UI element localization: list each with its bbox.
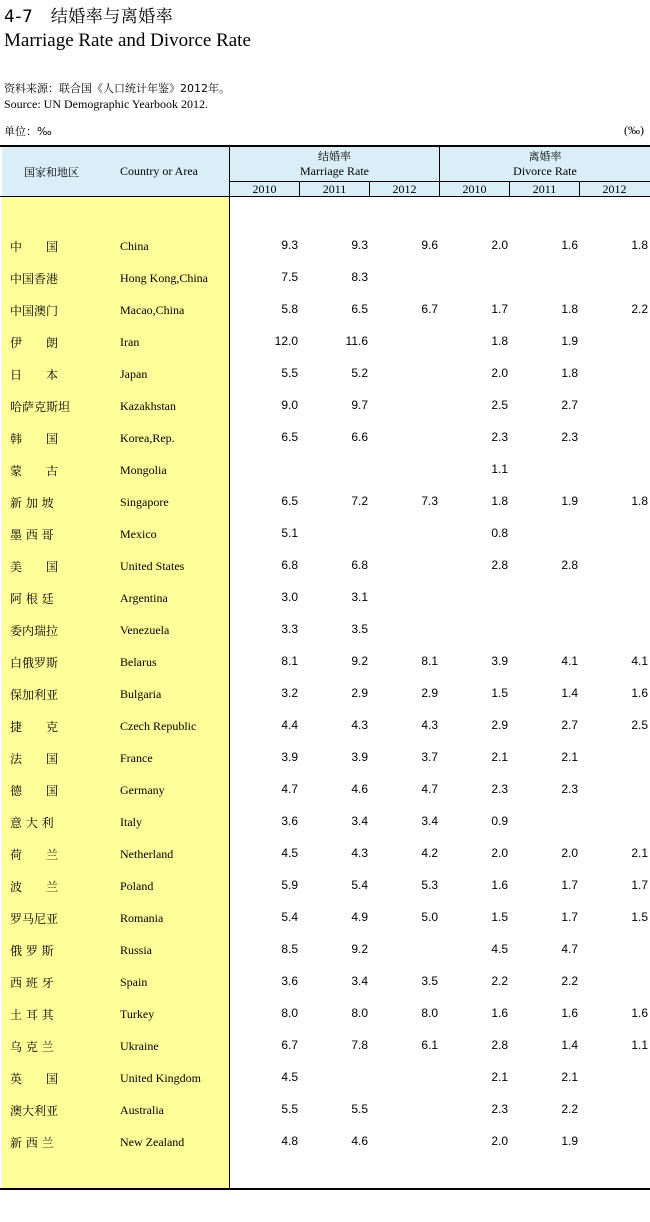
marriage-rate-2011: 2.9 <box>351 686 368 700</box>
country-name-cn: 意 大 利 <box>10 816 54 830</box>
divorce-rate-2011: 2.7 <box>561 718 578 732</box>
table-row <box>0 1006 650 1038</box>
marriage-rate-2011: 6.5 <box>351 302 368 316</box>
divorce-rate-2011: 2.3 <box>561 782 578 796</box>
country-name-en: Australia <box>120 1103 164 1117</box>
country-name-en: Bulgaria <box>120 687 162 701</box>
country-name-en: Turkey <box>120 1007 155 1021</box>
table-row <box>0 1134 650 1166</box>
divorce-rate-2010: 2.1 <box>491 750 508 764</box>
country-name-cn: 捷 克 <box>10 720 59 734</box>
country-name-en: Czech Republic <box>120 719 197 733</box>
country-name-en: United Kingdom <box>120 1071 201 1085</box>
marriage-rate-2012: 8.1 <box>421 654 438 668</box>
divorce-rate-2011: 1.4 <box>561 686 578 700</box>
country-name-en: Argentina <box>120 591 168 605</box>
marriage-rate-2010: 8.1 <box>281 654 298 668</box>
divorce-rate-2010: 2.9 <box>491 718 508 732</box>
divorce-rate-2011: 4.1 <box>561 654 578 668</box>
table-row <box>0 654 650 686</box>
divorce-rate-2010: 4.5 <box>491 942 508 956</box>
marriage-header-en: Marriage Rate <box>300 164 369 178</box>
marriage-rate-2011: 4.3 <box>351 718 368 732</box>
country-name-en: Mexico <box>120 527 157 541</box>
marriage-rate-2012: 2.9 <box>421 686 438 700</box>
table-row <box>0 1038 650 1070</box>
country-name-cn: 日 本 <box>10 368 59 382</box>
marriage-rate-2011: 4.6 <box>351 782 368 796</box>
table-row <box>0 814 650 846</box>
divorce-header-en: Divorce Rate <box>513 164 577 178</box>
marriage-rate-2011: 11.6 <box>345 334 368 348</box>
year-2010-divorce: 2010 <box>462 182 487 196</box>
divorce-rate-2011: 1.7 <box>561 878 578 892</box>
marriage-rate-2011: 4.3 <box>351 846 368 860</box>
year-2012-marriage: 2012 <box>392 182 417 196</box>
marriage-rate-2011: 9.2 <box>351 654 368 668</box>
divorce-rate-2010: 2.8 <box>491 558 508 572</box>
divorce-rate-2010: 2.0 <box>491 1134 508 1148</box>
country-name-cn: 阿 根 廷 <box>10 592 54 606</box>
country-name-cn: 俄 罗 斯 <box>10 944 54 958</box>
country-name-en: Romania <box>120 911 164 925</box>
divorce-rate-2011: 1.8 <box>561 366 578 380</box>
marriage-rate-2012: 9.6 <box>421 238 438 252</box>
table-row <box>0 526 650 558</box>
country-name-cn: 法 国 <box>10 752 59 766</box>
country-name-cn: 韩 国 <box>10 432 59 446</box>
marriage-rate-2010: 8.5 <box>281 942 298 956</box>
data-table <box>0 145 650 1190</box>
country-name-en: France <box>120 751 153 765</box>
divorce-rate-2011: 1.9 <box>561 1134 578 1148</box>
marriage-rate-2010: 5.9 <box>281 878 298 892</box>
country-name-en: Korea,Rep. <box>120 431 175 445</box>
source-en: Source: UN Demographic Yearbook 2012. <box>4 97 208 111</box>
table-row <box>0 1102 650 1134</box>
unit-symbol: (‰) <box>624 123 644 137</box>
divorce-rate-2011: 1.6 <box>561 238 578 252</box>
marriage-rate-2011: 3.4 <box>351 974 368 988</box>
marriage-rate-2010: 6.5 <box>281 430 298 444</box>
marriage-rate-2012: 3.5 <box>421 974 438 988</box>
marriage-rate-2011: 3.9 <box>351 750 368 764</box>
country-name-en: Ukraine <box>120 1039 159 1053</box>
country-name-en: United States <box>120 559 185 573</box>
divorce-rate-2012: 1.6 <box>631 686 648 700</box>
marriage-rate-2012: 3.7 <box>421 750 438 764</box>
divorce-rate-2010: 1.1 <box>491 462 508 476</box>
country-name-en: Germany <box>120 783 165 797</box>
marriage-rate-2011: 7.2 <box>351 494 368 508</box>
country-name-en: Hong Kong,China <box>120 271 208 285</box>
table-row <box>0 590 650 622</box>
divorce-rate-2011: 1.9 <box>561 494 578 508</box>
marriage-rate-2011: 9.7 <box>351 398 368 412</box>
marriage-rate-2010: 12.0 <box>274 334 298 348</box>
divorce-rate-2012: 1.1 <box>631 1038 648 1052</box>
marriage-rate-2011: 5.2 <box>351 366 368 380</box>
country-name-cn: 德 国 <box>10 784 59 798</box>
country-name-cn: 墨 西 哥 <box>10 528 54 542</box>
year-2011-marriage: 2011 <box>322 182 347 196</box>
table-row <box>0 398 650 430</box>
divorce-rate-2011: 2.2 <box>561 1102 578 1116</box>
marriage-rate-2011: 5.4 <box>351 878 368 892</box>
divorce-rate-2012: 1.7 <box>631 878 648 892</box>
table-row <box>0 718 650 750</box>
table-row <box>0 750 650 782</box>
marriage-rate-2010: 7.5 <box>281 270 298 284</box>
marriage-header-cn: 结婚率 <box>318 150 351 163</box>
table-row <box>0 238 650 270</box>
divorce-rate-2011: 1.4 <box>561 1038 578 1052</box>
divorce-rate-2012: 2.1 <box>631 846 648 860</box>
country-name-en: Belarus <box>120 655 157 669</box>
divorce-rate-2012: 1.8 <box>631 494 648 508</box>
divorce-rate-2011: 2.7 <box>561 398 578 412</box>
table-row <box>0 334 650 366</box>
country-name-cn: 中 国 <box>10 240 59 254</box>
divorce-rate-2010: 2.2 <box>491 974 508 988</box>
table-top-rule <box>0 145 650 147</box>
marriage-rate-2011: 4.6 <box>351 1134 368 1148</box>
marriage-rate-2011: 6.6 <box>351 430 368 444</box>
unit-label: 单位：‰ <box>4 125 52 138</box>
divorce-rate-2010: 1.7 <box>491 302 508 316</box>
marriage-rate-2010: 3.2 <box>281 686 298 700</box>
marriage-rate-2012: 5.3 <box>421 878 438 892</box>
divorce-rate-2010: 1.5 <box>491 910 508 924</box>
country-name-en: Italy <box>120 815 142 829</box>
divorce-rate-2010: 1.6 <box>491 878 508 892</box>
table-row <box>0 1070 650 1102</box>
marriage-rate-2010: 3.0 <box>281 590 298 604</box>
country-name-cn: 保加利亚 <box>10 688 59 702</box>
marriage-rate-2011: 8.3 <box>351 270 368 284</box>
marriage-rate-2010: 6.7 <box>281 1038 298 1052</box>
divorce-rate-2011: 1.6 <box>561 1006 578 1020</box>
divorce-rate-2011: 1.9 <box>561 334 578 348</box>
divorce-rate-2010: 2.1 <box>491 1070 508 1084</box>
marriage-rate-2012: 6.7 <box>421 302 438 316</box>
marriage-rate-2010: 3.9 <box>281 750 298 764</box>
country-name-cn: 西 班 牙 <box>10 976 54 990</box>
country-name-en: Iran <box>120 335 140 349</box>
divorce-rate-2012: 1.6 <box>631 1006 648 1020</box>
divorce-rate-2010: 2.3 <box>491 782 508 796</box>
marriage-rate-2010: 6.5 <box>281 494 298 508</box>
country-name-en: Spain <box>120 975 148 989</box>
marriage-rate-2010: 4.8 <box>281 1134 298 1148</box>
table-title-en: Marriage Rate and Divorce Rate <box>4 30 251 51</box>
divorce-rate-2010: 2.8 <box>491 1038 508 1052</box>
country-name-cn: 土 耳 其 <box>10 1008 54 1022</box>
marriage-rate-2012: 4.2 <box>421 846 438 860</box>
country-name-cn: 白俄罗斯 <box>10 656 59 670</box>
marriage-rate-2010: 3.6 <box>281 814 298 828</box>
country-name-cn: 伊 朗 <box>10 336 59 350</box>
marriage-rate-2012: 7.3 <box>421 494 438 508</box>
divorce-rate-2010: 1.6 <box>491 1006 508 1020</box>
country-name-en: Macao,China <box>120 303 185 317</box>
marriage-rate-2011: 5.5 <box>351 1102 368 1116</box>
marriage-rate-2012: 5.0 <box>421 910 438 924</box>
country-name-cn: 波 兰 <box>10 880 59 894</box>
marriage-rate-2011: 9.3 <box>351 238 368 252</box>
divorce-rate-2012: 1.8 <box>631 238 648 252</box>
table-row <box>0 494 650 526</box>
divorce-rate-2011: 1.7 <box>561 910 578 924</box>
divorce-rate-2010: 2.0 <box>491 846 508 860</box>
table-row <box>0 846 650 878</box>
divorce-rate-2010: 3.9 <box>491 654 508 668</box>
divorce-rate-2010: 2.0 <box>491 366 508 380</box>
country-name-en: New Zealand <box>120 1135 185 1149</box>
marriage-rate-2010: 4.5 <box>281 1070 298 1084</box>
divorce-rate-2010: 1.5 <box>491 686 508 700</box>
marriage-rate-2011: 6.8 <box>351 558 368 572</box>
country-name-en: Japan <box>120 367 148 381</box>
table-row <box>0 910 650 942</box>
divorce-rate-2011: 2.1 <box>561 750 578 764</box>
col-country-en: Country or Area <box>120 164 198 178</box>
country-name-cn: 澳大利亚 <box>10 1104 59 1118</box>
country-name-cn: 委内瑞拉 <box>10 624 59 638</box>
marriage-rate-2010: 5.1 <box>281 526 298 540</box>
divorce-rate-2011: 2.0 <box>561 846 578 860</box>
table-title-cn: 4-7 结婚率与离婚率 <box>4 7 174 27</box>
divorce-rate-2010: 0.9 <box>491 814 508 828</box>
country-name-cn: 乌 克 兰 <box>10 1040 54 1054</box>
divorce-rate-2012: 2.2 <box>631 302 648 316</box>
divorce-rate-2010: 1.8 <box>491 494 508 508</box>
country-name-en: Venezuela <box>120 623 170 637</box>
table-row <box>0 686 650 718</box>
marriage-rate-2010: 5.4 <box>281 910 298 924</box>
divorce-rate-2010: 2.0 <box>491 238 508 252</box>
country-name-cn: 中国香港 <box>10 272 59 286</box>
country-name-en: China <box>120 239 149 253</box>
marriage-rate-2010: 9.0 <box>281 398 298 412</box>
marriage-rate-2010: 4.5 <box>281 846 298 860</box>
divorce-header-cn: 离婚率 <box>528 150 562 163</box>
divorce-rate-2011: 2.2 <box>561 974 578 988</box>
country-name-cn: 哈萨克斯坦 <box>10 400 71 414</box>
col-country-cn: 国家和地区 <box>24 166 79 179</box>
country-name-cn: 荷 兰 <box>10 848 59 862</box>
table-row <box>0 974 650 1006</box>
divorce-rate-2010: 2.5 <box>491 398 508 412</box>
divorce-rate-2011: 1.8 <box>561 302 578 316</box>
divorce-rate-2011: 2.3 <box>561 430 578 444</box>
marriage-rate-2010: 5.5 <box>281 1102 298 1116</box>
table-row <box>0 878 650 910</box>
country-name-cn: 美 国 <box>10 560 59 574</box>
divorce-rate-2012: 4.1 <box>631 654 648 668</box>
country-name-en: Poland <box>120 879 154 893</box>
year-2010-marriage: 2010 <box>252 182 277 196</box>
table-row <box>0 558 650 590</box>
table-row <box>0 366 650 398</box>
table-row <box>0 302 650 334</box>
divorce-rate-2012: 2.5 <box>631 718 648 732</box>
country-name-cn: 新 加 坡 <box>10 496 54 510</box>
country-name-cn: 英 国 <box>10 1072 59 1086</box>
marriage-rate-2011: 8.0 <box>351 1006 368 1020</box>
marriage-rate-2012: 4.7 <box>421 782 438 796</box>
marriage-rate-2010: 5.5 <box>281 366 298 380</box>
country-name-en: Mongolia <box>120 463 167 477</box>
marriage-rate-2010: 3.6 <box>281 974 298 988</box>
country-name-cn: 蒙 古 <box>10 464 59 478</box>
marriage-rate-2011: 7.8 <box>351 1038 368 1052</box>
marriage-rate-2010: 9.3 <box>281 238 298 252</box>
marriage-rate-2011: 3.4 <box>351 814 368 828</box>
marriage-rate-2012: 8.0 <box>421 1006 438 1020</box>
divorce-rate-2011: 2.8 <box>561 558 578 572</box>
divorce-rate-2010: 0.8 <box>491 526 508 540</box>
year-2011-divorce: 2011 <box>532 182 557 196</box>
divorce-rate-2011: 2.1 <box>561 1070 578 1084</box>
marriage-rate-2010: 3.3 <box>281 622 298 636</box>
marriage-rate-2010: 6.8 <box>281 558 298 572</box>
table-row <box>0 622 650 654</box>
marriage-rate-2012: 6.1 <box>421 1038 438 1052</box>
divorce-rate-2010: 2.3 <box>491 1102 508 1116</box>
marriage-rate-2010: 8.0 <box>281 1006 298 1020</box>
table-row <box>0 782 650 814</box>
country-name-en: Russia <box>120 943 153 957</box>
country-name-cn: 新 西 兰 <box>10 1136 54 1150</box>
divorce-rate-2012: 1.5 <box>631 910 648 924</box>
table-row <box>0 462 650 494</box>
marriage-rate-2011: 9.2 <box>351 942 368 956</box>
source-cn: 资料来源：联合国《人口统计年鉴》2012年。 <box>4 82 230 95</box>
country-name-cn: 中国澳门 <box>10 304 59 318</box>
country-name-en: Singapore <box>120 495 169 509</box>
marriage-rate-2010: 5.8 <box>281 302 298 316</box>
marriage-rate-2010: 4.4 <box>281 718 298 732</box>
table-bottom-rule <box>0 1188 650 1190</box>
table-row <box>0 430 650 462</box>
country-name-cn: 罗马尼亚 <box>10 912 59 926</box>
divorce-rate-2010: 2.3 <box>491 430 508 444</box>
country-name-en: Kazakhstan <box>120 399 176 413</box>
year-2012-divorce: 2012 <box>602 182 627 196</box>
divorce-rate-2010: 1.8 <box>491 334 508 348</box>
marriage-rate-2010: 4.7 <box>281 782 298 796</box>
marriage-rate-2011: 3.1 <box>351 590 368 604</box>
marriage-rate-2012: 3.4 <box>421 814 438 828</box>
country-name-en: Netherland <box>120 847 174 861</box>
divorce-rate-2011: 4.7 <box>561 942 578 956</box>
marriage-rate-2011: 3.5 <box>351 622 368 636</box>
table-row <box>0 942 650 974</box>
table-row <box>0 270 650 302</box>
marriage-rate-2012: 4.3 <box>421 718 438 732</box>
marriage-rate-2011: 4.9 <box>351 910 368 924</box>
